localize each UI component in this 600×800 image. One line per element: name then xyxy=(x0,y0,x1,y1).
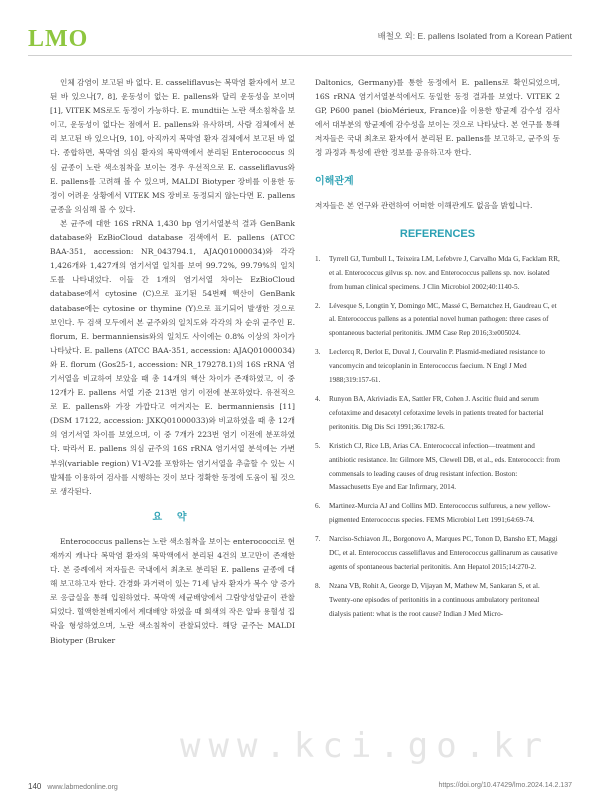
journal-logo: LMO xyxy=(28,26,89,52)
discussion-paragraph-1: 인체 감염이 보고된 바 없다. E. casseliflavus는 복막염 환자에서 보고된 바 있으나[7, 8], 운동성이 없는 E. pallens와 달리 운동성을 보이며[1], VITEK MS로도 동정이 가능하다. E. mundtii는 노란 색소침착을 보이고, 운동성이 없다는 점에서 E. pallens와 유사하며, 사람 검체에서 분리 보고된 바 있으나[9, 10], 아직까지 복막염 환자 검체에서 보고된 바 없다. 종합하면, 복막염 의심 환자의 복막액에서 분리된 Enterococcus 의심 균종이 노란 색소침착을 보이는 경우 우선적으로 E. casseliflavus와 E. pallens를 고려해 볼 수 있으며, MALDI Biotyper 장비를 이용한 동정이 어려운 상황에서 VITEK MS 장비로 동정되지 않는다면 E. pallens 균종을 의심해 볼 수 있다. xyxy=(50,78,295,214)
reference-list xyxy=(315,253,560,622)
reference-text: Kristich CJ, Rice LB, Arias CA. Enterococcal infection—treatment and antibiotic resistance. In: Gilmore MS, Clewell DB, et al., eds. Enterococci: from commensals to leading causes of drug resistant infection. Boston: Massachusetts Eye and Ear Infirmary, 2014. xyxy=(329,441,560,492)
reference-number: 5. xyxy=(315,441,321,450)
reference-item xyxy=(315,300,560,342)
references-heading: REFERENCES xyxy=(399,227,476,240)
left-column xyxy=(50,76,295,648)
reference-item xyxy=(315,500,560,528)
reference-number: 6. xyxy=(315,502,321,511)
doi-link[interactable]: https://doi.org/10.47429/lmo.2024.14.2.137 xyxy=(438,782,572,789)
reference-item xyxy=(315,346,560,388)
reference-text: Nzana VB, Rohit A, George D, Vijayan M, Mathew M, Sankaran S, et al. Twenty-one episodes of peritonitis in a continuous ambulatory peritoneal dialysis patient: what is the root cause? Indian J Med Micro- xyxy=(329,581,540,618)
summary-continuation: Daltonics, Germany)를 통한 동정에서 E. pallens로 확인되었으며, 16S rRNA 염기서열분석에서도 동일한 동정 결과를 보였다. VITEK 2 GP, P600 panel (bioMérieux, France)을 이용한 항균제 감수성 검사에서 대부분의 항균제에 감수성을 보이는 것으로 나타났다. 본 연구를 통해 저자들은 국내 최초로 환자에서 분리된 E. pallens를 보고하고, 균주의 동정 과정과 특성에 관한 정보를 공유하고자 한다. xyxy=(315,78,560,158)
reference-text: Lévesque S, Longtin Y, Domingo MC, Massé C, Bernatchez H, Gaudreau C, et al. Enterococcus pallens as a potential novel human pathogen: three cases of spontaneous bacterial peritonitis. JMM Case Rep 2016;3:e005024. xyxy=(329,301,557,338)
reference-text: Narciso-Schiavon JL, Borgonovo A, Marques PC, Tonon D, Bansho ET, Maggi DC, et al. Enterococcus casseliflavus and Enterococcus gallinarum as causative agents of spontaneous bacterial peritonitis. Ann Hepatol 2015;14:270-2. xyxy=(329,535,558,571)
footer-left xyxy=(28,782,118,791)
reference-item xyxy=(315,580,560,622)
reference-item xyxy=(315,440,560,496)
journal-site-link[interactable]: www.labmedonline.org xyxy=(47,784,118,791)
conflict-heading: 이해관계 xyxy=(315,175,354,187)
right-column xyxy=(315,76,560,627)
watermark: www.kci.go.kr xyxy=(180,726,551,766)
reference-item xyxy=(315,533,560,575)
reference-text: Runyon BA, Akriviadis EA, Sattler FR, Cohen J. Ascitic fluid and serum cefotaxime and desacetyl cefotaxime levels in patients treated for bacterial peritonitis. Dig Dis Sci 1991;36:1782-6. xyxy=(329,395,544,431)
reference-number: 7. xyxy=(315,535,321,544)
discussion-paragraph-2: 본 균주에 대한 16S rRNA 1,430 bp 염기서열분석 결과 GenBank database와 EzBioCloud database 검색에서 E. pallens (ATCC BAA-351, accession: NR_043794.1, AJAQ01000034)와 각각 1,426개와 1,427개의 염기서열 일치를 보여 99.72%, 99.79%의 일치도를 나타내었다. 이들 간 1개의 염기서열 차이는 EzBioCloud database에서 cytosine (C)으로 표기된 54번째 핵산이 GenBank database에는 cytosine or thymine (Y)으로 표기되어 발생한 것으로 보인다. 두 검색 모두에서 본 균주와의 일치도와 각각의 차 순위 균주인 E. florum, E. bermanniensis와의 일치도 사이에는 0.8% 이상의 차이가 나타났다. E. pallens (ATCC BAA-351, accession: AJAQ01000034)와 E. florum (Gos25-1, accession: NR_179278.1)의 16S rRNA 염기서열을 비교하여 보았을 때 총 14개의 핵산 차이가 존재하였고, 이 중 12개가 E. pallens 서열 기준 213번 염기 이전에 분포하였다. 유전적으로 E. pallens와 가장 가깝다고 여겨지는 E. bermanniensis [11] (DSM 17122, accession: JXKQ01000033)와 비교하였을 때 총 12개의 염기서열 차이를 보였으며, 이 중 7개가 223번 염기 이전에 분포하였다. 따라서 E. pallens 의심 균주의 16S rRNA 염기서열 분석에는 가변부위(variable region) V1-V2를 포함하는 염기서열을 추출할 수 있는 시발체를 이용하여 검사를 시행하는 것이 보다 정확한 동정에 도움이 될 것으로 생각된다. xyxy=(50,218,295,496)
reference-item xyxy=(315,253,560,295)
conflict-text: 저자들은 본 연구와 관련하여 어떠한 이해관계도 없음을 밝힙니다. xyxy=(315,200,533,210)
page-number: 140 xyxy=(28,782,42,791)
reference-item xyxy=(315,393,560,435)
reference-number: 8. xyxy=(315,581,321,590)
summary-paragraph: Enterococcus pallens는 노란 색소침착을 보이는 enterococci로 현재까지 캐나다 복막염 환자의 복막액에서 분리된 4건의 보고만이 존재한다. 본 증례에서 저자들은 국내에서 최초로 분리된 E. pallens 균종에 대해 보고하고자 한다. 간경화 과거력이 있는 71세 남자 환자가 복수 양 증가로 응급실을 통해 입원하였다. 복막액 세균배양에서 그람양성알균이 관찰되었다. 혈액한천배지에서 계대배양 하였을 때 회색의 작은 알파 용혈성 집락을 형성하였으며, 노란 색소침착이 관찰되었다. 해당 균주는 MALDI Biotyper (Bruker xyxy=(50,536,295,645)
reference-number: 4. xyxy=(315,395,321,403)
reference-number: 3. xyxy=(315,348,321,357)
summary-heading: 요 약 xyxy=(152,511,193,523)
reference-text: Leclercq R, Derlot E, Duval J, Courvalin P. Plasmid-mediated resistance to vancomycin and teicoplanin in Enterococcus faecium. N Engl J Med 1988;319:157-61. xyxy=(329,348,545,385)
running-title: 배철오 외: E. pallens Isolated from a Korean Patient xyxy=(377,31,572,41)
reference-text: Martinez-Murcia AJ and Collins MD. Enterococcus sulfureus, a new yellow-pigmented Enterococcus species. FEMS Microbiol Lett 1991;64:69-74. xyxy=(329,502,551,525)
reference-text: Tyrrell GJ, Turnbull L, Teixeira LM, Lefebvre J, Carvalho Mda G, Facklam RR, et al. Enterococcus gilvus sp. nov. and Enterococcus pallens sp. nov. isolated from human clinical specimens. J Clin Microbiol 2002;40:1140-5. xyxy=(329,254,560,291)
header-divider xyxy=(28,55,572,56)
reference-number: 1. xyxy=(315,254,321,263)
reference-number: 2. xyxy=(315,301,321,310)
